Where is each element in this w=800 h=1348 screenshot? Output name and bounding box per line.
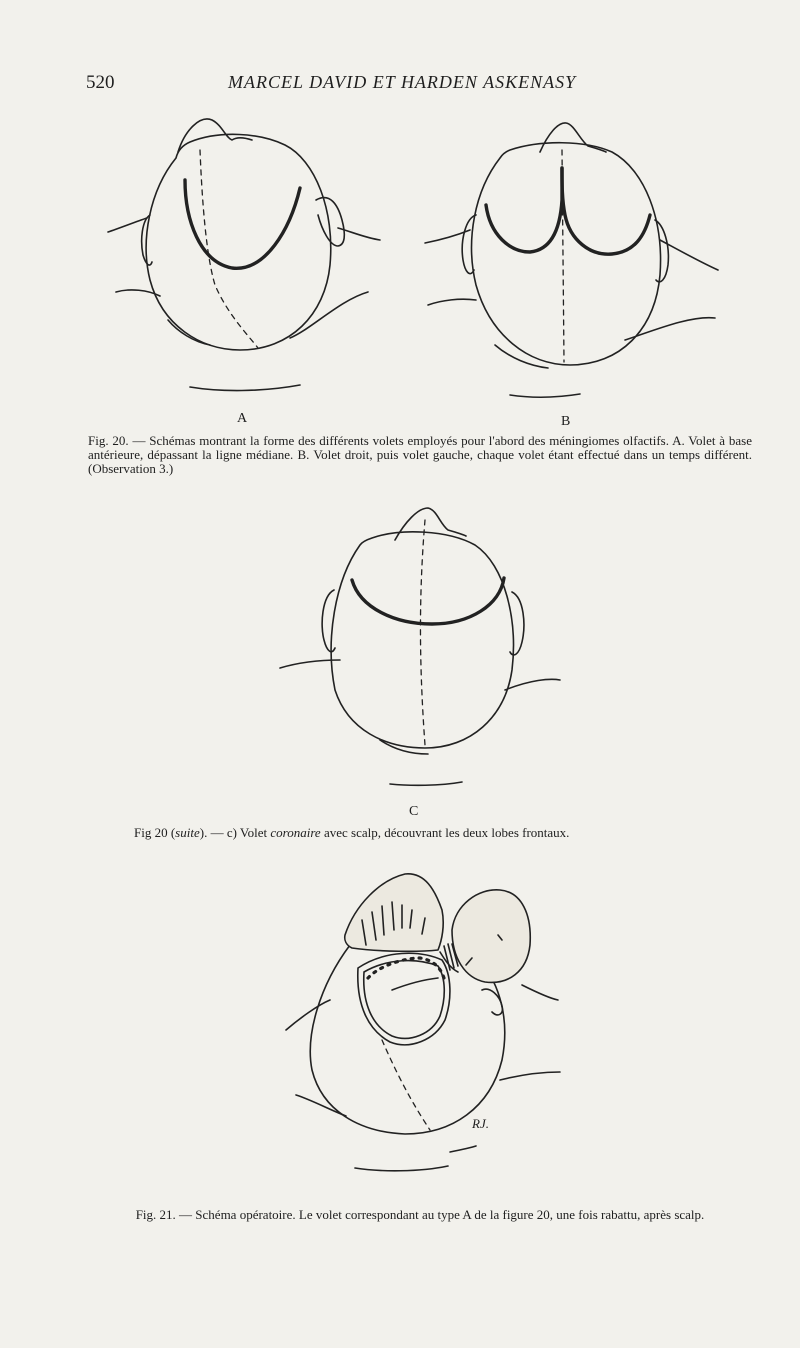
page-number: 520 bbox=[86, 72, 115, 93]
running-title: MARCEL DAVID ET HARDEN ASKENASY bbox=[228, 72, 577, 92]
figure-20c-illustration bbox=[0, 495, 800, 815]
caption-middle: ). — c) Volet bbox=[199, 825, 271, 840]
caption-coronaire: coronaire bbox=[270, 825, 321, 840]
figure-21-caption: Fig. 21. — Schéma opératoire. Le volet correspondant au type A de la figure 20, une fois rabattu, après scalp. bbox=[135, 1207, 705, 1222]
caption-prefix: Fig 20 ( bbox=[134, 825, 176, 840]
panel-c-head-drawing bbox=[280, 508, 560, 785]
panel-c-label: C bbox=[409, 804, 419, 819]
caption-suite: suite bbox=[175, 825, 200, 840]
panel-a-head-drawing bbox=[108, 119, 380, 390]
figure-21-illustration bbox=[0, 860, 800, 1190]
figure-20-caption: Fig. 20. — Schémas montrant la forme des différents volets employés pour l'abord des méningiomes olfactifs. A. Volet à base antérieure, dépassant la ligne médiane. B. Volet droit, puis volet gauche, chaque volet étant effectué dans un temps différent. (Observation 3.) bbox=[88, 433, 752, 476]
illustrator-signature: RJ. bbox=[472, 1116, 489, 1131]
caption-end: avec scalp, découvrant les deux lobes frontaux. bbox=[320, 825, 570, 840]
panel-b-label: B bbox=[561, 414, 571, 429]
figure-20-suite-caption bbox=[134, 826, 754, 840]
operative-schema-drawing bbox=[286, 874, 560, 1171]
panel-a-label: A bbox=[237, 411, 248, 426]
panel-b-head-drawing bbox=[425, 123, 718, 397]
figure-20-ab-illustration bbox=[0, 0, 800, 420]
